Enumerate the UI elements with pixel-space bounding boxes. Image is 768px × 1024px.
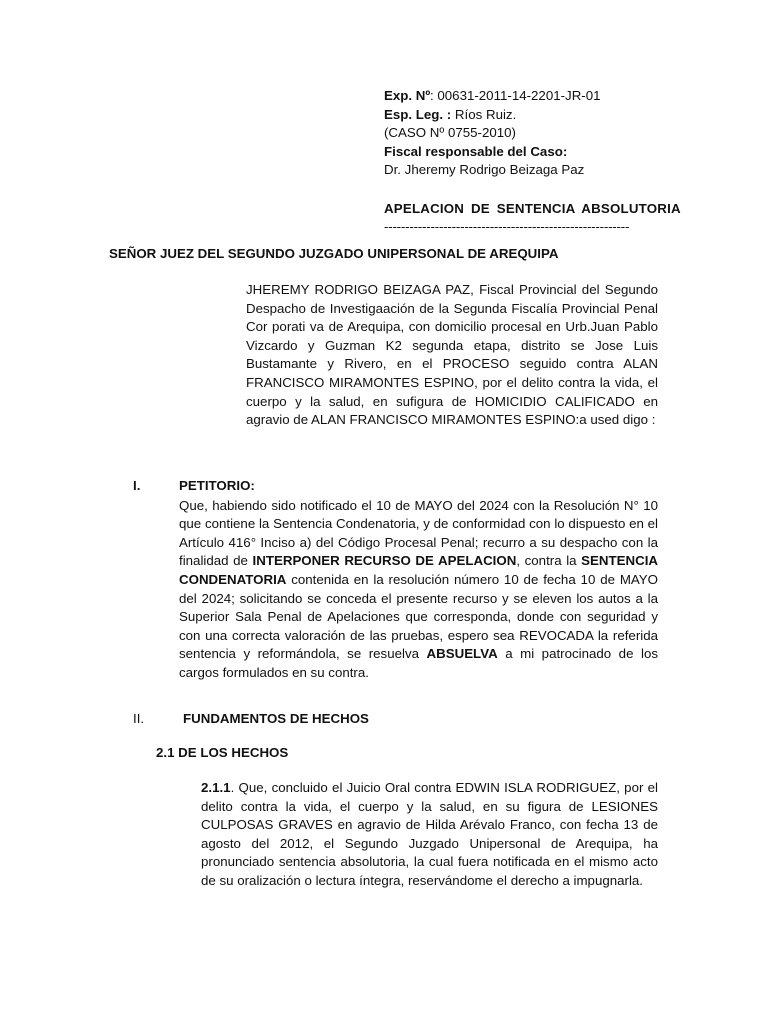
- fiscal-label: [384, 143, 659, 162]
- fiscal-name: Dr. Jheremy Rodrigo Beizaga Paz: [384, 162, 585, 177]
- case-header: [384, 87, 681, 237]
- section-number: II.: [133, 711, 145, 726]
- separator-dashes: ----------------------------------------------------------: [384, 219, 630, 234]
- addressee: SEÑOR JUEZ DEL SEGUNDO JUZGADO UNIPERSONAL DE AREQUIPA: [109, 246, 559, 261]
- petitorio-text-2: , contra la: [516, 553, 582, 569]
- petitorio-text-4: a mi patrocinado de los cargos formulados en su contra.: [179, 646, 658, 680]
- esp-label: Esp. Leg. :: [384, 106, 452, 122]
- petitorio-text-3: contenida en la resolución número 10 de fecha 10 de MAYO del 2024; solicitando se conceda el presente recurso y se eleven los autos a la Superior Sala Penal de Apelaciones que corresponda, donde con seguridad y con una correcta valoración de las pruebas, espero sea REVOCADA la referida sentencia y reformándola, se resuelva: [179, 571, 658, 662]
- petitorio-paragraph: [179, 497, 658, 683]
- subheading: 2.1 DE LOS HECHOS: [156, 745, 289, 760]
- appeal-title: APELACION DE SENTENCIA ABSOLUTORIA: [384, 200, 681, 216]
- exp-row: [384, 87, 659, 106]
- paragraph-number: 2.1.1: [201, 780, 231, 795]
- caso-number: (CASO Nº 0755-2010): [384, 125, 516, 140]
- intro-paragraph: JHEREMY RODRIGO BEIZAGA PAZ, Fiscal Provincial del Segundo Despacho de Investigaación de la Segunda Fiscalía Provincial Penal Cor porati va de Arequipa, con domicilio procesal en Urb.Juan Pablo Vizcardo y Guzman K2 segunda etapa, distrito se Jose Luis Bustamante y Rivero, en el PROCESO seguido contra ALAN FRANCISCO MIRAMONTES ESPINO, por el delito contra la vida, el cuerpo y la salud, en sufigura de HOMICIDIO CALIFICADO en agravio de ALAN FRANCISCO MIRAMONTES ESPINO:a used digo :: [246, 282, 658, 428]
- exp-label: Exp. Nº: [384, 88, 431, 103]
- fiscal-label-text: Fiscal responsable del Caso:: [384, 143, 568, 159]
- esp-value: Ríos Ruiz.: [451, 106, 517, 122]
- petitorio-bold-3: ABSUELVA: [426, 646, 498, 662]
- petitorio-text-1: Que, habiendo sido notificado el 10 de MAYO del 2024 con la Resolución N° 10 que contiene la Sentencia Condenatoria, y de conformidad con lo dispuesto en el Artículo 416° Inciso a) del Código Procesal Penal; recurro a su despacho con la finalidad de: [179, 497, 658, 569]
- section-title: PETITORIO:: [179, 478, 255, 493]
- paragraph-text: . Que, concluido el Juicio Oral contra EDWIN ISLA RODRIGUEZ, por el delito contra la vida, el cuerpo y la salud, en su figura de LESIONES CULPOSAS GRAVES en agravio de Hilda Arévalo Franco, con fecha 13 de agosto del 2012, el Segundo Juzgado Unipersonal de Arequipa, ha pronunciado sentencia absolutoria, la cual fuera notificada en el mismo acto de su oralización o lectura íntegra, reservándome el derecho a impugnarla.: [201, 780, 658, 888]
- petitorio-bold-1: INTERPONER RECURSO DE APELACION: [252, 553, 517, 569]
- paragraph-2-1-1: [201, 779, 658, 891]
- petitorio-bold-2: SENTENCIA CONDENATORIA: [179, 553, 658, 587]
- esp-row: [384, 106, 659, 125]
- exp-value: : 00631-2011-14-2201-JR-01: [430, 88, 601, 103]
- section-number: I.: [133, 478, 141, 493]
- section-title: FUNDAMENTOS DE HECHOS: [183, 711, 369, 726]
